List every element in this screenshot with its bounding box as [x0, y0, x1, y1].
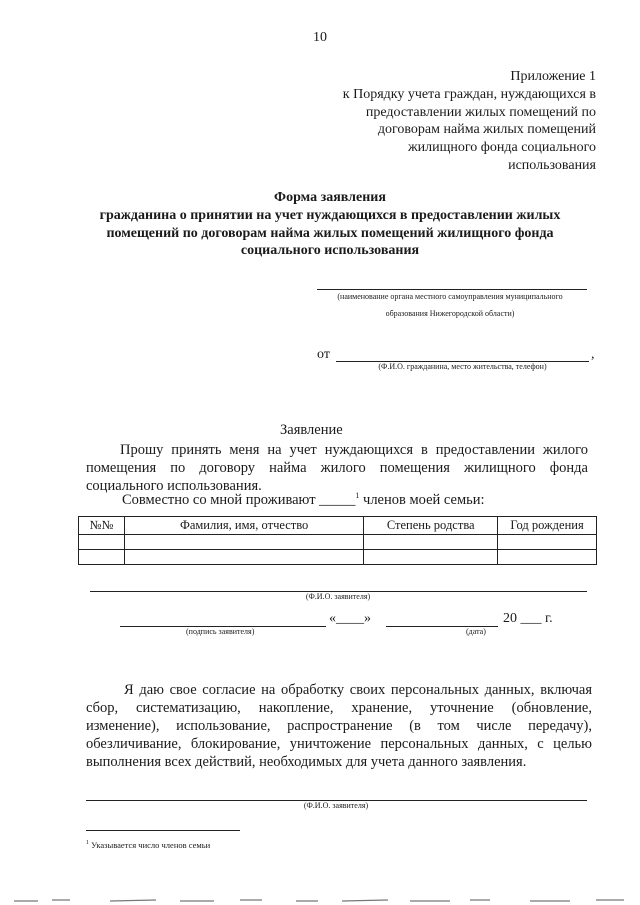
- page-number: 10: [313, 30, 327, 45]
- date-day: [329, 611, 371, 627]
- cohabit-count-blank[interactable]: _____: [319, 491, 356, 508]
- form-title-line: гражданина о принятии на учет нуждающихся в предоставлении жилых: [99, 207, 561, 223]
- application-body: Прошу принять меня на учет нуждающихся в предоставлении жилого помещения по договору найма жилого помещения жилищного фонда социального использования.: [86, 442, 588, 494]
- col-header-relation: Степень родства: [364, 517, 498, 535]
- appendix-line: жилищного фонда социального: [407, 140, 596, 156]
- authority-name-line[interactable]: [317, 289, 587, 290]
- table-cell[interactable]: [124, 535, 363, 550]
- footnote: [86, 840, 210, 850]
- cohabit-line: [122, 491, 485, 509]
- table-cell[interactable]: [124, 550, 363, 565]
- day-blank[interactable]: ____: [336, 611, 364, 626]
- appendix-line: использования: [508, 157, 596, 173]
- signature-caption: (подпись заявителя): [186, 627, 255, 636]
- from-comma: ,: [591, 347, 595, 362]
- date-year: [503, 611, 553, 627]
- authority-caption-line2: образования Нижегородской области): [385, 309, 515, 318]
- appendix-line: договорам найма жилых помещений: [377, 122, 596, 138]
- applicant-fio-caption: (Ф.И.О. заявителя): [305, 592, 371, 601]
- quote-open: «: [329, 611, 336, 626]
- footnote-ref: 1: [355, 491, 360, 500]
- table-row: [79, 550, 597, 565]
- quote-close: »: [364, 611, 371, 626]
- col-header-fio: Фамилия, имя, отчество: [124, 517, 363, 535]
- form-title: [60, 189, 600, 260]
- footnote-text: Указывается число членов семьи: [89, 840, 211, 850]
- table-cell[interactable]: [79, 535, 125, 550]
- family-table: [78, 516, 597, 565]
- appendix-line: предоставлении жилых помещений по: [365, 104, 596, 120]
- form-title-line: помещений по договорам найма жилых помещений жилищного фонда: [106, 225, 554, 241]
- appendix-line: к Порядку учета граждан, нуждающихся в: [342, 86, 596, 102]
- consent-fio-caption: (Ф.И.О. заявителя): [303, 801, 369, 810]
- year-blank[interactable]: ___: [520, 611, 542, 626]
- appendix-block: [290, 68, 596, 175]
- table-cell[interactable]: [364, 535, 498, 550]
- footnote-mark: 1: [86, 840, 89, 847]
- scan-noise: [0, 893, 640, 905]
- cohabit-after: членов моей семьи:: [359, 491, 485, 508]
- from-label: от: [317, 347, 330, 362]
- authority-caption-line1: (наименование органа местного самоуправления муниципального: [337, 292, 563, 301]
- year-suffix: г.: [545, 611, 553, 626]
- consent-text: Я даю свое согласие на обработку своих персональных данных, включая сбор, систематизацию, накопление, хранение, уточнение (обновление, изменение), использование, распространение (в том числе передачу), обезличивание, блокирование, уничтожение персональных данных, с целью выполнения всех действий, необходимых для учета данного заявления.: [86, 682, 592, 770]
- col-header-birth-year: Год рождения: [498, 517, 597, 535]
- col-header-number: №№: [79, 517, 125, 535]
- table-cell[interactable]: [364, 550, 498, 565]
- footnote-separator: [86, 830, 240, 831]
- appendix-line: Приложение 1: [510, 69, 596, 84]
- table-cell[interactable]: [498, 535, 597, 550]
- cohabit-before: Совместно со мной проживают: [122, 491, 316, 508]
- application-heading: Заявление: [280, 422, 343, 438]
- table-cell[interactable]: [498, 550, 597, 565]
- table-cell[interactable]: [79, 550, 125, 565]
- form-title-line: социального использования: [240, 243, 420, 259]
- table-header-row: [79, 517, 597, 535]
- table-row: [79, 535, 597, 550]
- year-prefix: 20: [503, 611, 517, 626]
- date-caption: (дата): [466, 627, 486, 636]
- applicant-info-caption: (Ф.И.О. гражданина, место жительства, телефон): [378, 362, 547, 371]
- form-title-line: Форма заявления: [274, 190, 386, 205]
